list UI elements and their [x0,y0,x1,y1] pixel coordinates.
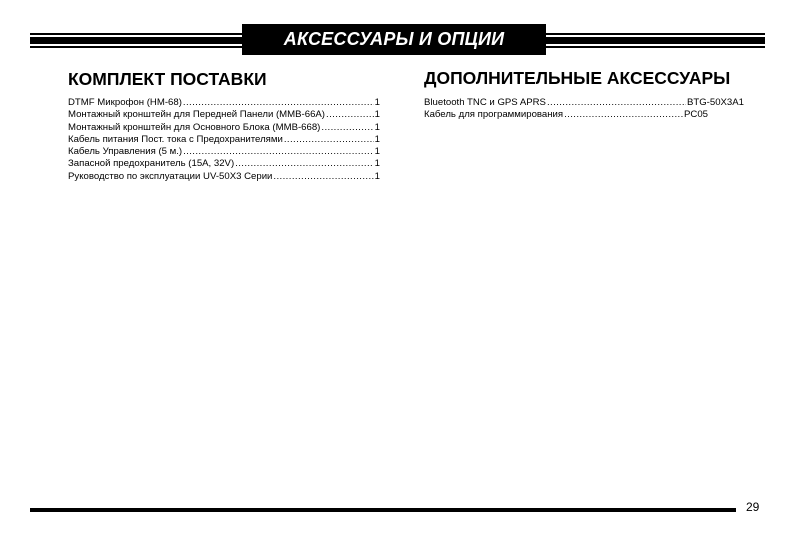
accessories-list [424,97,744,122]
dot-leader [183,146,374,158]
list-item [68,171,380,183]
accessories-section-title: ДОПОЛНИТЕЛЬНЫЕ АКСЕССУАРЫ [424,68,731,88]
item-label: Монтажный кронштейн для Передней Панели (MMB-66A) [68,109,326,121]
item-quantity: 1 [374,121,380,133]
supply-list [68,97,380,183]
item-label: Кабель Управления (5 м.) [68,146,183,158]
item-model: BTG-50X3A1 [686,97,744,108]
dot-leader [321,122,373,134]
page-number: 29 [746,500,760,514]
dot-leader [284,134,374,146]
item-quantity: 1 [374,158,380,170]
item-label: Запасной предохранитель (15A, 32V) [68,158,235,170]
list-item [424,97,744,109]
item-label: Монтажный кронштейн для Основного Блока (MMB-668) [68,121,321,133]
list-item [68,97,380,109]
item-quantity: 1 [374,97,380,108]
item-label: Bluetooth TNC и GPS APRS [424,97,546,108]
dot-leader [183,97,374,109]
item-label: Руководство по эксплуатации UV-50X3 Серии [68,170,273,182]
item-label: Кабель питания Пост. тока с Предохранителями [68,133,283,145]
dot-leader [326,109,374,121]
item-model: PC05 [684,109,708,121]
item-quantity: 1 [374,146,380,158]
dot-leader [564,109,683,121]
dot-leader [547,97,686,109]
list-item [68,122,380,134]
list-item [68,134,380,146]
item-quantity: 1 [374,133,380,145]
dot-leader [273,171,373,183]
dot-leader [235,158,374,170]
header-rule-right [546,37,765,44]
header-rule-left [30,37,242,44]
list-item [68,146,380,158]
list-item [68,158,380,170]
item-label: DTMF Микрофон (HM-68) [68,97,182,108]
footer-rule [30,508,736,512]
header-banner: АКСЕССУАРЫ И ОПЦИИ [242,24,546,55]
supply-section-title: КОМПЛЕКТ ПОСТАВКИ [68,69,267,89]
item-quantity: 1 [374,170,380,182]
list-item [68,109,380,121]
item-label: Кабель для программирования [424,109,564,121]
item-quantity: 1 [374,109,380,121]
list-item [424,109,708,121]
